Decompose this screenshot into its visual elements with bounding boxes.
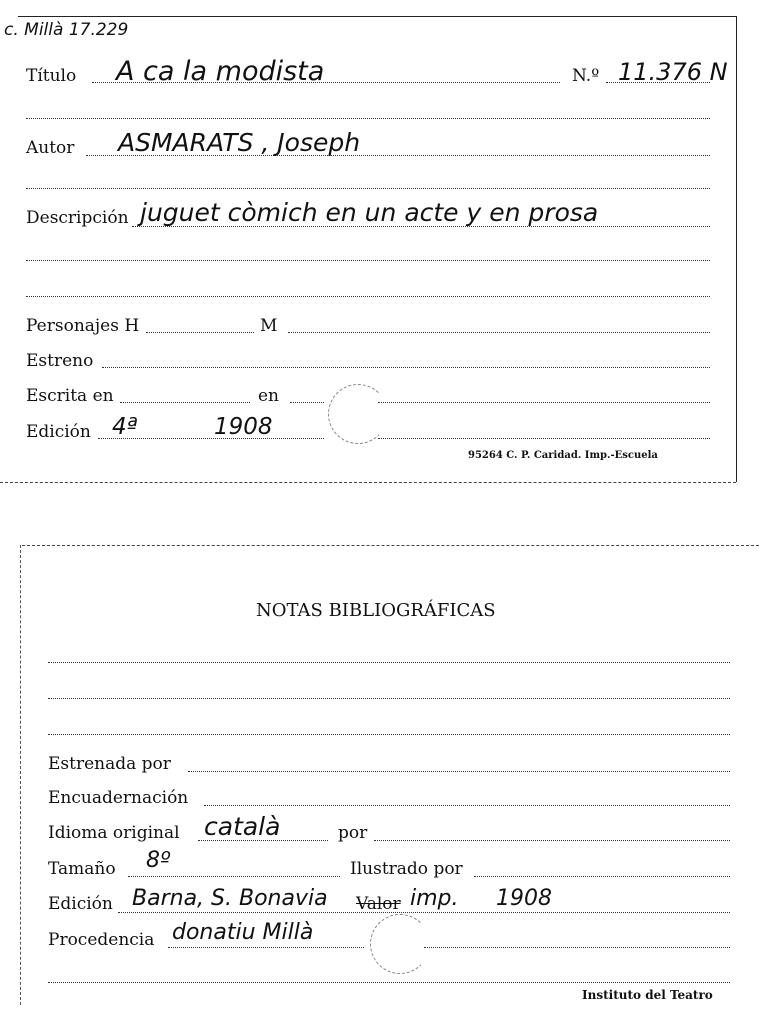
notes-line	[48, 662, 730, 663]
procedencia-value: donatiu Millà	[172, 920, 314, 945]
punch-hole	[328, 384, 388, 444]
personajes-m-line	[288, 332, 710, 333]
en-line-a	[290, 402, 324, 403]
edicion2-value-c: 1908	[496, 886, 552, 911]
titulo-label: Título	[26, 66, 77, 86]
personajes-h-line	[146, 332, 254, 333]
card-top-cut	[22, 545, 759, 546]
card-right-border	[736, 16, 737, 482]
blank-line	[26, 188, 710, 189]
descripcion-value: juguet còmich en un acte y en prosa	[140, 198, 599, 227]
edicion2-line	[118, 912, 730, 913]
escrita-line	[120, 402, 250, 403]
procedencia-line-a	[168, 947, 364, 948]
edicion2-valor-label: Valor	[356, 894, 401, 914]
personajes-m-label: M	[260, 316, 278, 336]
edicion-num: 4ª	[112, 414, 138, 440]
bottom-rule	[48, 982, 730, 983]
estreno-label: Estreno	[26, 351, 94, 371]
notes-line	[48, 734, 730, 735]
numero-label: N.º	[572, 66, 600, 86]
autor-label: Autor	[26, 138, 75, 158]
printer-imprint: 95264 C. P. Caridad. Imp.-Escuela	[468, 450, 658, 461]
numero-value: 11.376 N	[618, 58, 728, 86]
edicion-year: 1908	[214, 414, 273, 440]
procedencia-label: Procedencia	[48, 930, 155, 950]
card-left-cut	[20, 545, 21, 1005]
descripcion-label: Descripción	[26, 208, 129, 228]
tamano-line	[128, 876, 340, 877]
idioma-label: Idioma original	[48, 823, 180, 843]
edicion2-label: Edición	[48, 894, 113, 914]
edicion2-value-a: Barna, S. Bonavia	[132, 886, 328, 911]
tamano-value: 8º	[146, 848, 171, 873]
notas-heading: NOTAS BIBLIOGRÁFICAS	[256, 600, 496, 621]
institute-footer: Instituto del Teatro	[582, 988, 713, 1002]
por-label: por	[338, 823, 368, 843]
encuadernacion-line	[204, 805, 730, 806]
edicion2-value-b: imp.	[410, 886, 459, 911]
blank-line	[26, 118, 710, 119]
en-label: en	[258, 386, 280, 406]
estreno-line	[102, 367, 710, 368]
escrita-label: Escrita en	[26, 386, 114, 406]
blank-line	[26, 260, 710, 261]
edicion-line-b	[378, 438, 710, 439]
blank-line	[26, 296, 710, 297]
card-bottom-cut	[0, 482, 736, 483]
encuadernacion-label: Encuadernación	[48, 788, 189, 808]
tamano-label: Tamaño	[48, 859, 116, 879]
idioma-value: català	[204, 812, 281, 841]
personajes-label: Personajes H	[26, 316, 140, 336]
titulo-value: A ca la modista	[116, 56, 325, 87]
ilustrado-line	[474, 876, 730, 877]
en-line-b	[378, 402, 710, 403]
por-line	[374, 840, 730, 841]
archive-note: c. Millà 17.229	[4, 20, 132, 40]
notes-line	[48, 698, 730, 699]
punch-hole	[370, 914, 430, 974]
autor-value: ASMARATS , Joseph	[118, 128, 361, 157]
card-top-border	[18, 16, 736, 17]
edicion-label: Edición	[26, 422, 91, 442]
ilustrado-label: Ilustrado por	[350, 859, 463, 879]
estrenada-label: Estrenada por	[48, 754, 171, 774]
procedencia-line-b	[424, 947, 730, 948]
estrenada-line	[188, 771, 730, 772]
